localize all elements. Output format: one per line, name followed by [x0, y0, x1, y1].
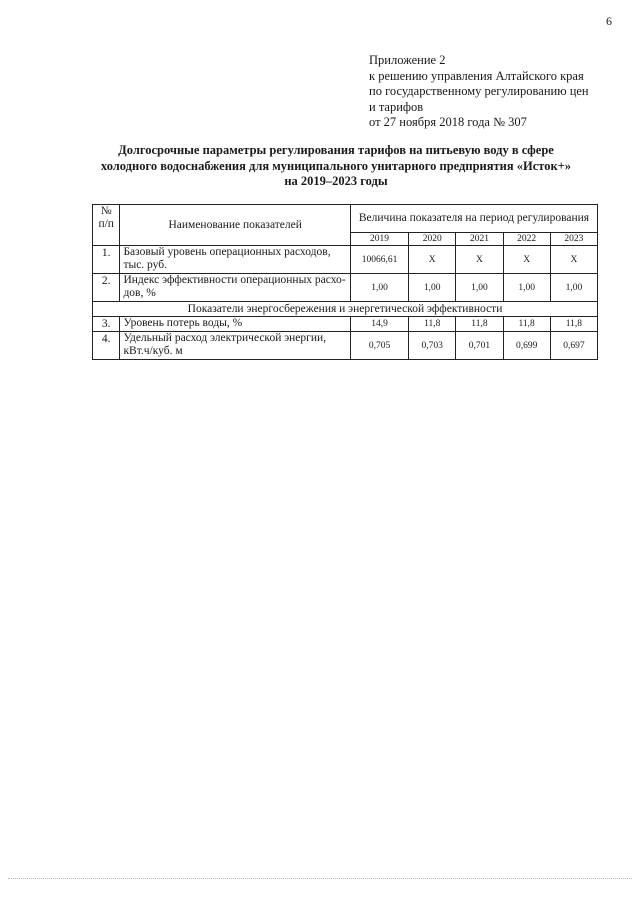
- row-value: 1,00: [409, 274, 456, 302]
- row-value: 1,00: [550, 274, 597, 302]
- footer-divider: [8, 878, 632, 879]
- header-num: № п/п: [93, 205, 120, 246]
- appendix-block: [369, 53, 619, 131]
- header-year: 2023: [550, 233, 597, 246]
- row-value: 11,8: [503, 317, 550, 332]
- header-year: 2019: [350, 233, 408, 246]
- header-year: 2020: [409, 233, 456, 246]
- appendix-line: и тарифов: [369, 99, 424, 114]
- row-value: 0,697: [550, 332, 597, 360]
- row-num: 3.: [93, 317, 120, 332]
- row-name: Удельный расход электрической энергии, кВт.ч/куб. м: [120, 332, 351, 360]
- row-num: 2.: [93, 274, 120, 302]
- document-title: [82, 143, 590, 190]
- title-line: холодного водоснабжения для муниципального унитарного предприятия «Исток+»: [100, 158, 572, 173]
- row-name: Уровень потерь воды, %: [120, 317, 351, 332]
- row-value: 11,8: [456, 317, 503, 332]
- parameters-table: [92, 204, 598, 360]
- row-name: Индекс эффективности операционных расхо-дов, %: [120, 274, 351, 302]
- row-value: 0,705: [350, 332, 408, 360]
- table-row: [93, 246, 598, 274]
- appendix-line: Приложение 2: [369, 53, 446, 67]
- row-value: 11,8: [409, 317, 456, 332]
- title-line: на 2019–2023 годы: [284, 174, 388, 188]
- row-num: 1.: [93, 246, 120, 274]
- row-value: X: [550, 246, 597, 274]
- section-row: [93, 302, 598, 317]
- header-year: 2021: [456, 233, 503, 246]
- appendix-line: к решению управления Алтайского края: [369, 68, 584, 83]
- table-row: [93, 332, 598, 360]
- appendix-line: по государственному регулированию цен: [369, 84, 589, 98]
- header-year: 2022: [503, 233, 550, 246]
- row-value: 1,00: [456, 274, 503, 302]
- title-line: Долгосрочные параметры регулирования тарифов на питьевую воду в сфере: [118, 143, 554, 157]
- row-value: 0,703: [409, 332, 456, 360]
- header-value-group: Величина показателя на период регулирования: [350, 205, 597, 233]
- row-num: 4.: [93, 332, 120, 360]
- row-value: 10066,61: [350, 246, 408, 274]
- row-value: X: [409, 246, 456, 274]
- row-value: X: [456, 246, 503, 274]
- page-number: 6: [606, 14, 612, 28]
- row-value: X: [503, 246, 550, 274]
- row-value: 0,701: [456, 332, 503, 360]
- section-label: Показатели энергосбережения и энергетической эффективности: [93, 302, 598, 317]
- row-value: 14,9: [350, 317, 408, 332]
- table-row: [93, 317, 598, 332]
- header-name: Наименование показателей: [120, 205, 351, 246]
- row-value: 1,00: [350, 274, 408, 302]
- row-name: Базовый уровень операционных расходов, тыс. руб.: [120, 246, 351, 274]
- table-row: [93, 274, 598, 302]
- row-value: 11,8: [550, 317, 597, 332]
- row-value: 0,699: [503, 332, 550, 360]
- row-value: 1,00: [503, 274, 550, 302]
- appendix-line: от 27 ноября 2018 года № 307: [369, 115, 527, 129]
